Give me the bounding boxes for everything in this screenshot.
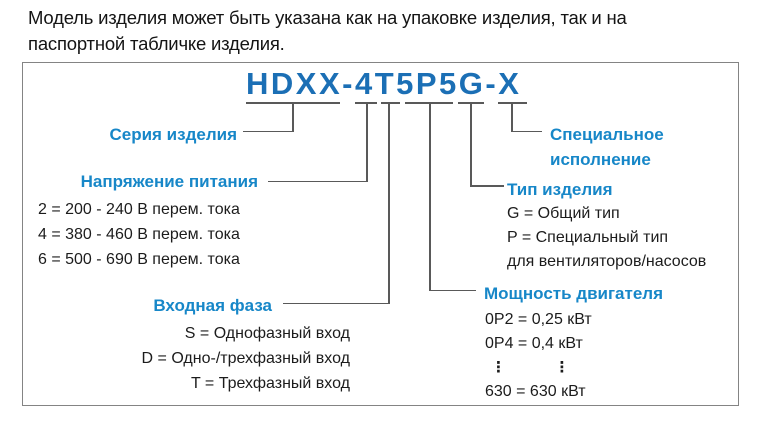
label-type: Тип изделия: [507, 180, 613, 199]
type-options-list: [507, 202, 706, 274]
intro-line-2: паспортной табличке изделия.: [28, 33, 285, 54]
voltage-option: 4 = 380 - 460 В перем. тока: [38, 226, 240, 243]
ellipsis-glyph: ⋮: [491, 359, 506, 376]
connector-vertical-special: [511, 102, 513, 132]
connector-horizontal-phase: [283, 303, 389, 305]
model-code: HDXX-4T5P5G-X: [246, 66, 522, 101]
label-voltage: Напряжение питания: [80, 172, 258, 191]
phase-options-list: [100, 321, 350, 396]
power-option: 630 = 630 кВт: [485, 383, 586, 400]
phase-option: D = Одно-/трехфазный вход: [141, 350, 350, 367]
connector-horizontal-type: [470, 185, 504, 187]
connector-horizontal-special: [511, 131, 542, 133]
connector-horizontal-power: [429, 290, 476, 292]
label-phase: Входная фаза: [153, 296, 272, 315]
type-option: P = Специальный тип: [507, 229, 669, 246]
ellipsis-glyph: ⋮: [554, 359, 570, 376]
connector-vertical-series: [292, 102, 294, 132]
connector-horizontal-series: [243, 131, 293, 133]
intro-line-1: Модель изделия может быть указана как на упаковке изделия, так и на: [28, 7, 627, 28]
type-option: G = Общий тип: [507, 205, 620, 222]
phase-option: T = Трехфазный вход: [191, 375, 350, 392]
connector-vertical-phase: [388, 102, 390, 304]
label-special: Специальное исполнение: [550, 125, 664, 169]
phase-option: S = Однофазный вход: [184, 325, 350, 342]
connector-horizontal-voltage: [268, 181, 367, 183]
voltage-options-list: [38, 197, 240, 272]
label-power: Мощность двигателя: [484, 284, 663, 303]
type-option: для вентиляторов/насосов: [507, 253, 707, 270]
connector-vertical-voltage: [366, 102, 368, 182]
intro-paragraph: [28, 5, 627, 57]
power-options-list: [485, 308, 592, 404]
label-series: Серия изделия: [109, 125, 237, 144]
underline-phase: [381, 102, 400, 104]
connector-vertical-type: [470, 102, 472, 186]
power-options-ellipsis-row: [485, 356, 592, 380]
voltage-option: 6 = 500 - 690 В перем. тока: [38, 251, 240, 268]
underline-special: [498, 102, 527, 104]
voltage-option: 2 = 200 - 240 В перем. тока: [38, 201, 240, 218]
connector-vertical-power: [429, 102, 431, 291]
power-option: 0P2 = 0,25 кВт: [485, 311, 592, 328]
power-option: 0P4 = 0,4 кВт: [485, 335, 583, 352]
